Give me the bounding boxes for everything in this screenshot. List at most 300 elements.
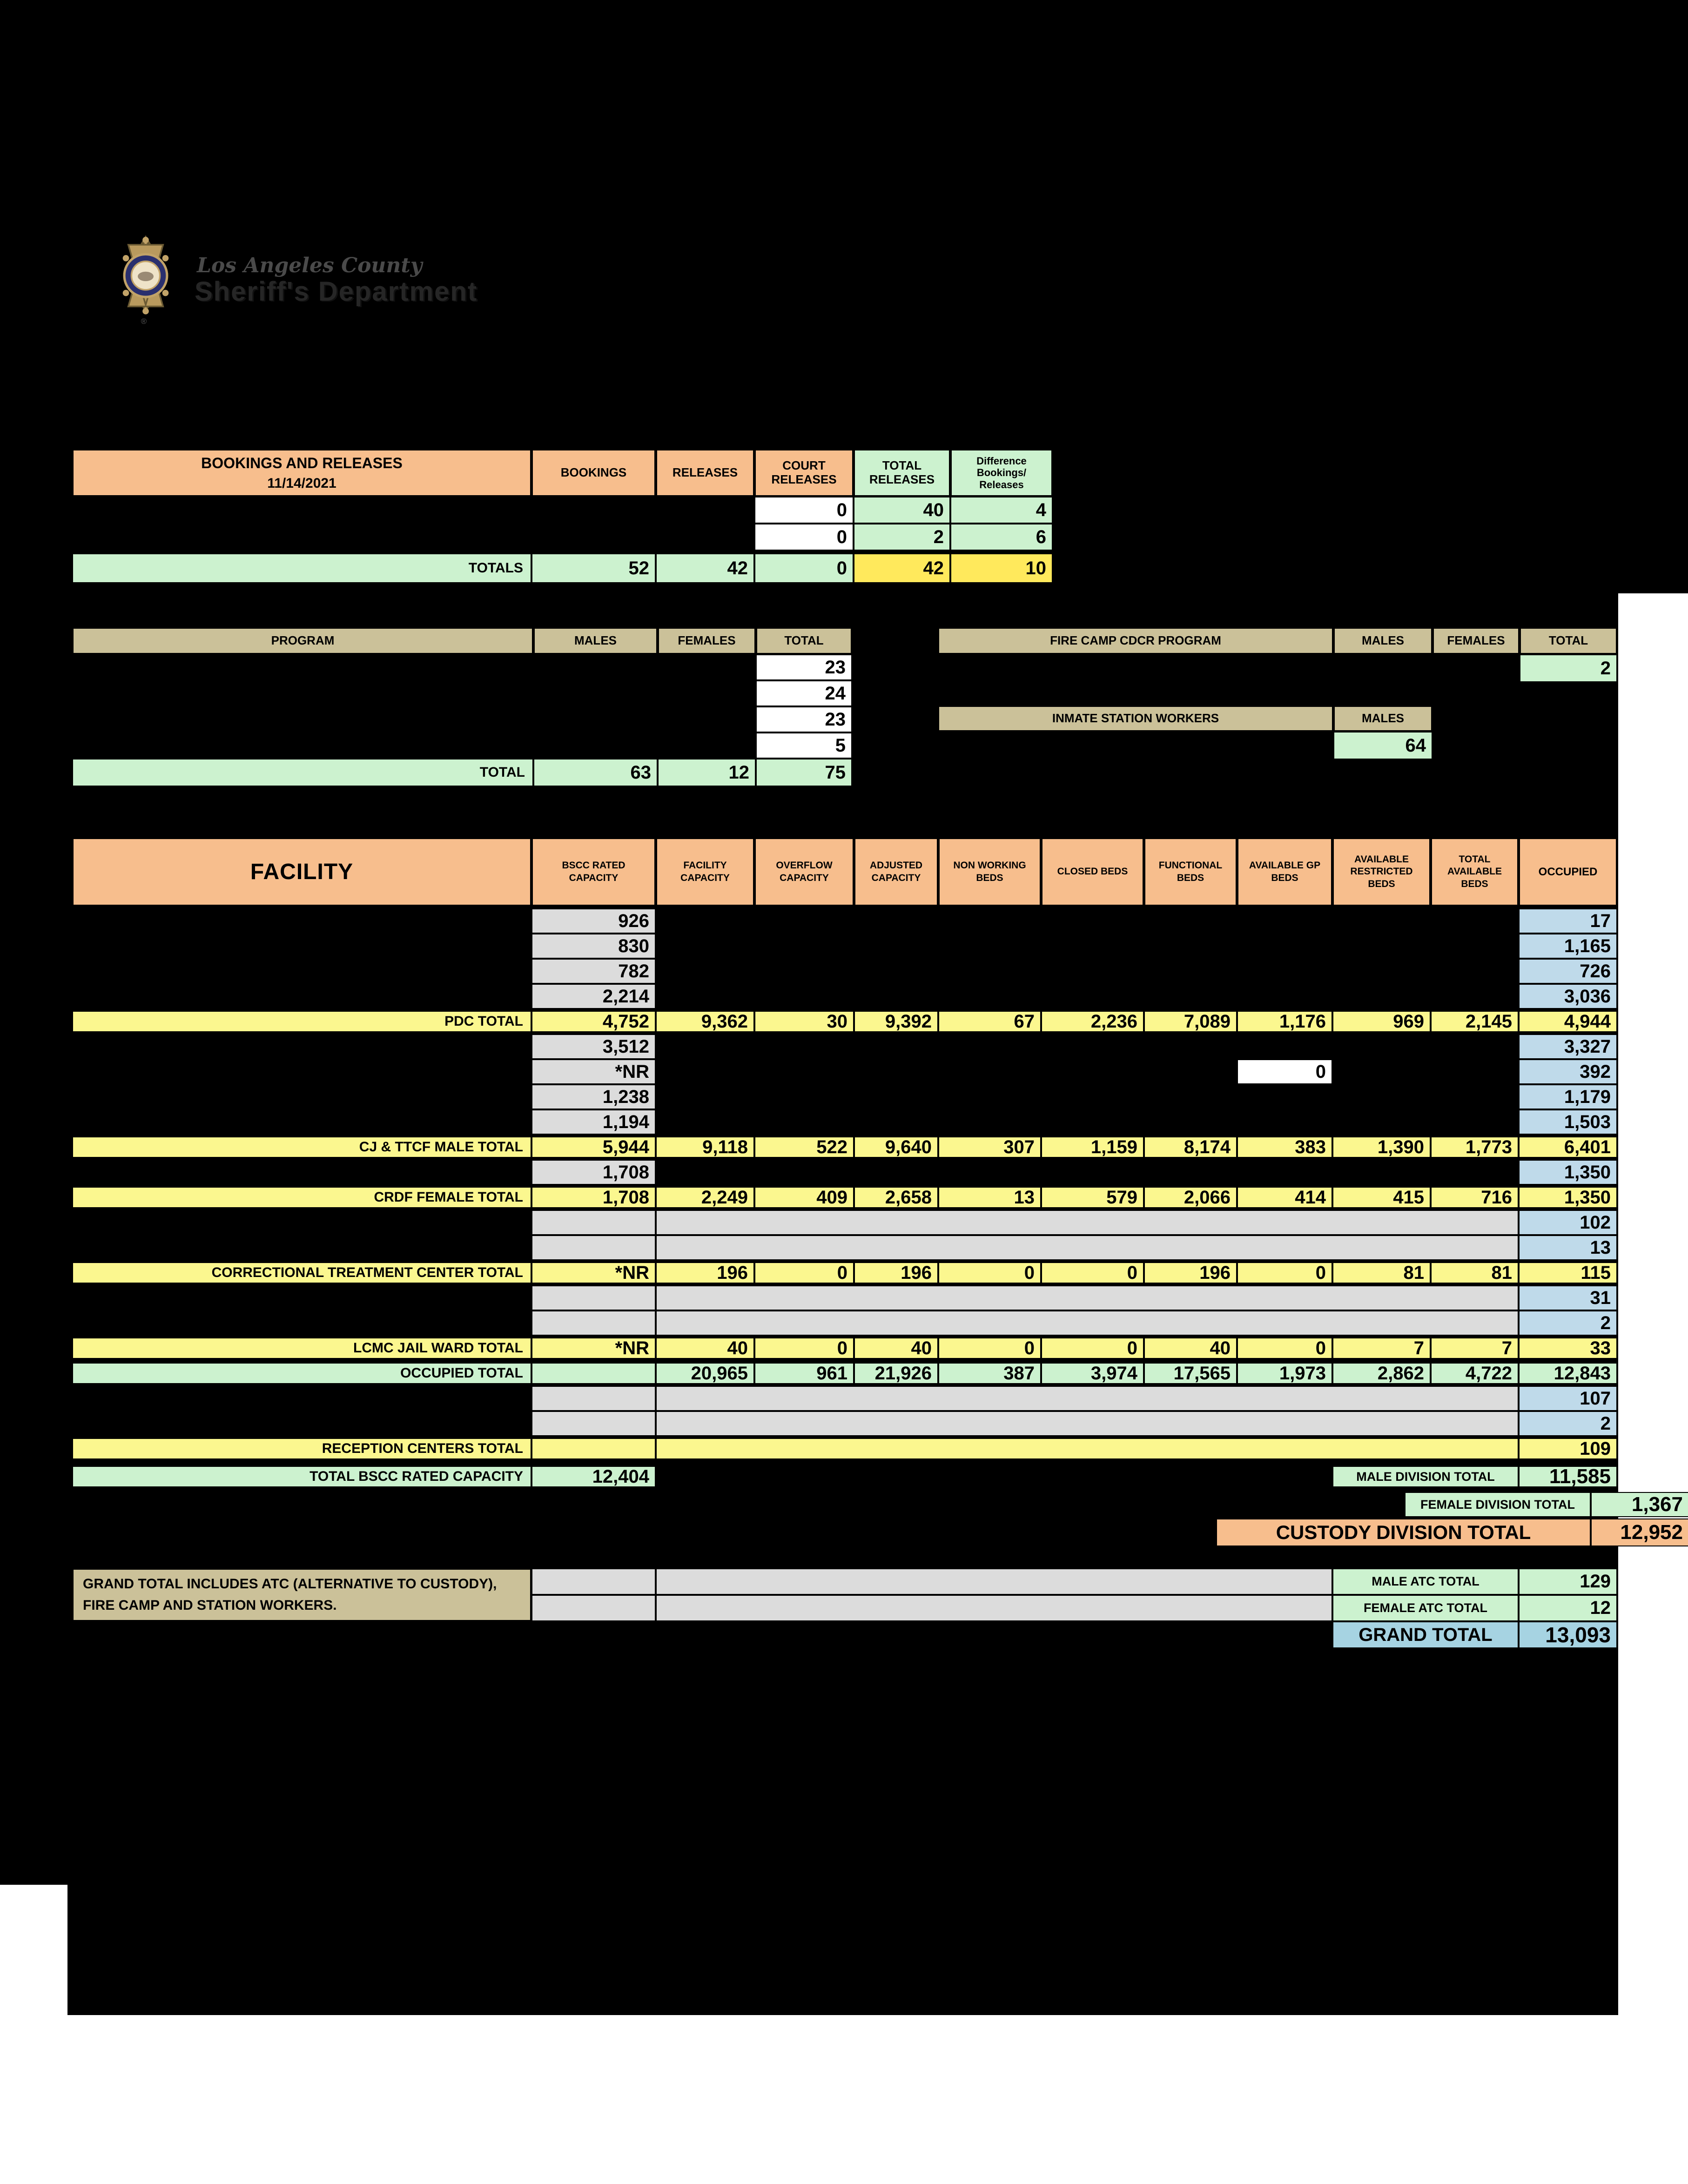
nw-cell-redacted: [938, 1109, 1041, 1135]
court-releases-cell: 0: [754, 497, 854, 524]
tav-cell: 2,145: [1431, 1011, 1519, 1032]
col-header-available-restricted-beds: AVAILABLE RESTRICTED BEDS: [1332, 838, 1431, 906]
facility-label-redacted: [72, 934, 531, 959]
fn-cell-redacted: [1144, 959, 1237, 984]
facility-row-yellow: [72, 1336, 1617, 1361]
occupied-cell: 1,350: [1519, 1160, 1617, 1185]
gp-cell-redacted: [1237, 1160, 1332, 1185]
nw-cell-redacted: [938, 934, 1041, 959]
fc-cell-redacted: [656, 1160, 754, 1185]
bookings-row: [72, 497, 1053, 524]
facility-total-label: LCMC JAIL WARD TOTAL: [72, 1337, 531, 1359]
grand-total-value: 13,093: [1519, 1621, 1617, 1648]
cl-cell: 0: [1041, 1337, 1144, 1359]
res-cell: 415: [1332, 1187, 1431, 1208]
redacted-gray-cell: [656, 1595, 1332, 1621]
col-header-available-gp-beds: AVAILABLE GP BEDS: [1237, 838, 1332, 906]
facility-label-redacted: [72, 1310, 531, 1336]
gp-cell: 1,973: [1237, 1363, 1332, 1384]
res-cell: 2,862: [1332, 1363, 1431, 1384]
tav-cell: 7: [1431, 1337, 1519, 1359]
occupied-cell: 33: [1519, 1337, 1617, 1359]
bscc-rated-capacity-cell: [531, 1285, 656, 1310]
adj-cell: 2,658: [854, 1187, 938, 1208]
logo-county-text: Los Angeles County: [197, 254, 423, 277]
fc-cell: 9,362: [656, 1011, 754, 1032]
adj-cell: 9,392: [854, 1011, 938, 1032]
facility-label-redacted: [72, 1285, 531, 1310]
facility-label-redacted: [72, 1109, 531, 1135]
adj-cell-redacted: [854, 934, 938, 959]
bscc-rated-capacity-cell: 5,944: [531, 1136, 656, 1158]
redacted-cell: [72, 680, 756, 706]
facility-total-label: CRDF FEMALE TOTAL: [72, 1187, 531, 1208]
facility-row-plain: [72, 984, 1617, 1009]
sheriff-badge-icon: [106, 235, 185, 330]
of-cell-redacted: [754, 1160, 854, 1185]
bscc-rated-capacity-cell: 1,194: [531, 1109, 656, 1135]
male-atc-value: 129: [1519, 1568, 1617, 1595]
bscc-rated-capacity-cell: [531, 1210, 656, 1235]
occupied-cell: 6,401: [1519, 1136, 1617, 1158]
bscc-rated-capacity-cell: *NR: [531, 1059, 656, 1084]
occupied-cell: 102: [1519, 1210, 1617, 1235]
fn-cell-redacted: [1144, 1034, 1237, 1059]
fn-cell-redacted: [1144, 908, 1237, 934]
redacted-gray-cell: [656, 1568, 1332, 1595]
nw-cell: 387: [938, 1363, 1041, 1384]
male-atc-row: [531, 1568, 1617, 1595]
fn-cell-redacted: [1144, 1059, 1237, 1084]
nw-cell: 0: [938, 1262, 1041, 1284]
bscc-rated-capacity-cell: 1,708: [531, 1187, 656, 1208]
of-cell: 0: [754, 1337, 854, 1359]
res-cell: 969: [1332, 1011, 1431, 1032]
male-division-label: MALE DIVISION TOTAL: [1332, 1466, 1519, 1487]
program-total-total: 75: [756, 759, 852, 786]
program-total-males: 63: [533, 759, 658, 786]
bscc-rated-capacity-cell: 1,708: [531, 1160, 656, 1185]
male-division-value: 11,585: [1519, 1466, 1617, 1487]
occupied-cell: 1,165: [1519, 934, 1617, 959]
program-row: [72, 680, 852, 706]
totals-bookings: 52: [531, 553, 656, 583]
program-total-cell: 24: [756, 680, 852, 706]
col-header-overflow-capacity: OVERFLOW CAPACITY: [754, 838, 854, 906]
reception-yellow-band: [656, 1438, 1519, 1459]
res-cell-redacted: [1332, 984, 1431, 1009]
bookings-releases-table: [72, 449, 1053, 583]
res-cell: 7: [1332, 1337, 1431, 1359]
station-workers-table: [938, 706, 1432, 759]
of-cell-redacted: [754, 959, 854, 984]
tav-cell-redacted: [1431, 1059, 1519, 1084]
col-header-bookings: BOOKINGS: [531, 449, 656, 497]
cl-cell-redacted: [1041, 984, 1144, 1009]
cl-cell-redacted: [1041, 1059, 1144, 1084]
facility-label-redacted: [72, 1210, 531, 1235]
adj-cell-redacted: [854, 1160, 938, 1185]
gp-cell-redacted: [1237, 908, 1332, 934]
redacted-cell: [938, 654, 1520, 682]
fn-cell-redacted: [1144, 934, 1237, 959]
grand-total-row: [1332, 1621, 1617, 1648]
nw-cell-redacted: [938, 984, 1041, 1009]
occupied-cell: 3,036: [1519, 984, 1617, 1009]
nw-cell: 0: [938, 1337, 1041, 1359]
fire-camp-table: [938, 627, 1617, 682]
occupied-cell: 3,327: [1519, 1034, 1617, 1059]
occupied-cell: 392: [1519, 1059, 1617, 1084]
gp-cell: 383: [1237, 1136, 1332, 1158]
fc-cell-redacted: [656, 959, 754, 984]
facility-row-grayband: [72, 1310, 1617, 1336]
fc-cell-redacted: [656, 984, 754, 1009]
available-gp-beds-cell: 0: [1237, 1059, 1332, 1084]
fn-cell-redacted: [1144, 1084, 1237, 1109]
fc-cell-redacted: [656, 934, 754, 959]
facility-header-row: [72, 838, 1617, 908]
res-cell: 81: [1332, 1262, 1431, 1284]
female-division-row: [1405, 1492, 1688, 1517]
facility-table: [72, 838, 1617, 1489]
program-total-cell: 23: [756, 654, 852, 680]
logo-department-text: Sheriff's Department: [195, 276, 478, 307]
col-header-facility-capacity: FACILITY CAPACITY: [656, 838, 754, 906]
facility-row-yellow: [72, 1185, 1617, 1210]
female-atc-row: [531, 1595, 1617, 1621]
tav-cell: 716: [1431, 1187, 1519, 1208]
of-cell: 30: [754, 1011, 854, 1032]
facility-row-plain: [72, 959, 1617, 984]
registered-mark: ®: [141, 316, 147, 326]
fn-cell: 196: [1144, 1262, 1237, 1284]
facility-label-redacted: [72, 1034, 531, 1059]
nw-cell-redacted: [938, 1059, 1041, 1084]
facility-title-cell: FACILITY: [72, 838, 531, 906]
adj-cell-redacted: [854, 1084, 938, 1109]
of-cell: 961: [754, 1363, 854, 1384]
occupied-cell: 115: [1519, 1262, 1617, 1284]
col-header-males: MALES: [533, 627, 658, 654]
redacted-gray-cell: [531, 1568, 656, 1595]
gp-cell: 414: [1237, 1187, 1332, 1208]
col-header-total: TOTAL: [756, 627, 852, 654]
col-header-females: FEMALES: [658, 627, 756, 654]
facility-row-plain: [72, 1084, 1617, 1109]
cl-cell: 579: [1041, 1187, 1144, 1208]
res-cell-redacted: [1332, 1084, 1431, 1109]
facility-row-grayband: [72, 1235, 1617, 1260]
redacted-gray-band: [656, 1235, 1519, 1260]
bookings-title: BOOKINGS AND RELEASES: [201, 454, 403, 471]
occupied-cell: 726: [1519, 959, 1617, 984]
redacted-cell: [72, 732, 756, 759]
custody-division-value: 12,952: [1591, 1519, 1688, 1546]
redacted-cell: [72, 706, 756, 732]
fire-camp-title: FIRE CAMP CDCR PROGRAM: [938, 627, 1333, 654]
cl-cell-redacted: [1041, 1034, 1144, 1059]
gp-cell: 0: [1237, 1262, 1332, 1284]
facility-row-plain: [72, 1160, 1617, 1185]
facility-row-yellow: [72, 1260, 1617, 1285]
station-workers-males-cell: 64: [1333, 732, 1432, 759]
station-workers-title: INMATE STATION WORKERS: [938, 706, 1333, 732]
col-header-males: MALES: [1333, 706, 1432, 732]
tav-cell-redacted: [1431, 1109, 1519, 1135]
gp-cell-redacted: [1237, 1034, 1332, 1059]
gp-cell-redacted: [1237, 1084, 1332, 1109]
redacted-cell: [72, 497, 754, 524]
page-margin-right: [1618, 593, 1688, 2184]
col-header-bscc-rated-capacity: BSCC RATED CAPACITY: [531, 838, 656, 906]
facility-row-plain: [72, 1034, 1617, 1059]
program-total-cell: 23: [756, 706, 852, 732]
occupied-cell: 2: [1519, 1310, 1617, 1336]
of-cell-redacted: [754, 1109, 854, 1135]
redacted-cell: [938, 732, 1333, 759]
cl-cell-redacted: [1041, 1109, 1144, 1135]
fn-cell: 7,089: [1144, 1011, 1237, 1032]
cl-cell-redacted: [1041, 959, 1144, 984]
redacted-cell: [72, 654, 756, 680]
totals-court: 0: [754, 553, 854, 583]
res-cell-redacted: [1332, 1109, 1431, 1135]
nw-cell-redacted: [938, 959, 1041, 984]
bscc-rated-capacity-cell: 4,752: [531, 1011, 656, 1032]
col-header-functional-beds: FUNCTIONAL BEDS: [1144, 838, 1237, 906]
facility-row-plain: [72, 1109, 1617, 1135]
program-header-row: [72, 627, 852, 654]
nw-cell: 307: [938, 1136, 1041, 1158]
res-cell: 1,390: [1332, 1136, 1431, 1158]
facility-label-redacted: [72, 1160, 531, 1185]
fn-cell-redacted: [1144, 1109, 1237, 1135]
gp-cell-redacted: [1237, 984, 1332, 1009]
program-total-cell: 5: [756, 732, 852, 759]
gp-cell: 0: [1237, 1337, 1332, 1359]
occupied-cell: 109: [1519, 1438, 1617, 1459]
fc-cell: 196: [656, 1262, 754, 1284]
of-cell: 0: [754, 1262, 854, 1284]
fn-cell-redacted: [1144, 1160, 1237, 1185]
fire-camp-row: [938, 654, 1617, 682]
facility-label-redacted: [72, 1084, 531, 1109]
totals-total-releases: 42: [854, 553, 950, 583]
bscc-rated-capacity-cell: 3,512: [531, 1034, 656, 1059]
facility-row-plain: [72, 934, 1617, 959]
col-header-total-available-beds: TOTAL AVAILABLE BEDS: [1431, 838, 1519, 906]
tav-cell: 4,722: [1431, 1363, 1519, 1384]
total-releases-cell: 40: [854, 497, 950, 524]
res-cell-redacted: [1332, 1160, 1431, 1185]
occupied-cell: 31: [1519, 1285, 1617, 1310]
fn-cell: 2,066: [1144, 1187, 1237, 1208]
program-row: [72, 706, 852, 732]
tav-cell: 81: [1431, 1262, 1519, 1284]
cl-cell-redacted: [1041, 1160, 1144, 1185]
res-cell-redacted: [1332, 908, 1431, 934]
totals-label: TOTALS: [72, 553, 531, 583]
fc-cell-redacted: [656, 1059, 754, 1084]
bscc-rated-capacity-cell: [531, 1386, 656, 1411]
occupied-cell: 1,350: [1519, 1187, 1617, 1208]
adj-cell: 196: [854, 1262, 938, 1284]
occupied-cell: 2: [1519, 1411, 1617, 1436]
grand-total-note: GRAND TOTAL INCLUDES ATC (ALTERNATIVE TO CUSTODY), FIRE CAMP AND STATION WORKERS.: [72, 1568, 531, 1621]
facility-row-plain: [72, 908, 1617, 934]
adj-cell: 40: [854, 1337, 938, 1359]
nw-cell-redacted: [938, 1034, 1041, 1059]
program-total-females: 12: [658, 759, 756, 786]
page-margin-left: [0, 1885, 67, 2184]
facility-label-redacted: [72, 1059, 531, 1084]
col-header-closed-beds: CLOSED BEDS: [1041, 838, 1144, 906]
bscc-rated-capacity-cell: 830: [531, 934, 656, 959]
court-releases-cell: 0: [754, 524, 854, 551]
fc-cell-redacted: [656, 1034, 754, 1059]
custody-division-label: CUSTODY DIVISION TOTAL: [1216, 1519, 1591, 1546]
female-division-value: 1,367: [1591, 1492, 1688, 1517]
tav-cell-redacted: [1431, 1160, 1519, 1185]
cl-cell: 0: [1041, 1262, 1144, 1284]
fc-cell-redacted: [656, 1109, 754, 1135]
col-header-non-working-beds: NON WORKING BEDS: [938, 838, 1041, 906]
adj-cell: 9,640: [854, 1136, 938, 1158]
of-cell-redacted: [754, 934, 854, 959]
redacted-gray-cell: [531, 1595, 656, 1621]
program-title: PROGRAM: [72, 627, 533, 654]
gp-cell: 1,176: [1237, 1011, 1332, 1032]
col-header-releases: RELEASES: [656, 449, 754, 497]
bscc-rated-capacity-cell: 1,238: [531, 1084, 656, 1109]
tav-cell-redacted: [1431, 908, 1519, 934]
redacted-spacer: [656, 1466, 1332, 1487]
total-bscc-label: TOTAL BSCC RATED CAPACITY: [72, 1466, 531, 1487]
facility-label-redacted: [72, 959, 531, 984]
custody-division-row: [1216, 1519, 1688, 1546]
of-cell-redacted: [754, 984, 854, 1009]
facility-row-yellow: [72, 1135, 1617, 1160]
bscc-rated-capacity-cell: 782: [531, 959, 656, 984]
female-atc-label: FEMALE ATC TOTAL: [1332, 1595, 1519, 1621]
facility-label-redacted: [72, 1235, 531, 1260]
col-header-males: MALES: [1333, 627, 1432, 654]
occupied-cell: 4,944: [1519, 1011, 1617, 1032]
tav-cell: 1,773: [1431, 1136, 1519, 1158]
adj-cell: 21,926: [854, 1363, 938, 1384]
adj-cell-redacted: [854, 1034, 938, 1059]
facility-row-green: [72, 1361, 1617, 1386]
station-workers-row: [938, 732, 1432, 759]
fc-cell: 2,249: [656, 1187, 754, 1208]
bscc-rated-capacity-cell: [531, 1438, 656, 1459]
facility-total-label: CJ & TTCF MALE TOTAL: [72, 1136, 531, 1158]
bscc-rated-capacity-cell: [531, 1310, 656, 1336]
tav-cell-redacted: [1431, 1034, 1519, 1059]
nw-cell: 67: [938, 1011, 1041, 1032]
facility-row-bscc_total: [72, 1464, 1617, 1489]
col-header-difference: Difference Bookings/ Releases: [950, 449, 1053, 497]
totals-difference: 10: [950, 553, 1053, 583]
gp-cell-redacted: [1237, 1109, 1332, 1135]
tav-cell-redacted: [1431, 984, 1519, 1009]
fc-cell-redacted: [656, 1084, 754, 1109]
occupied-cell: 107: [1519, 1386, 1617, 1411]
tav-cell-redacted: [1431, 934, 1519, 959]
of-cell-redacted: [754, 1084, 854, 1109]
facility-table-body: [72, 908, 1617, 1489]
female-atc-value: 12: [1519, 1595, 1617, 1621]
col-header-total-releases: TOTAL RELEASES: [854, 449, 950, 497]
nw-cell-redacted: [938, 1160, 1041, 1185]
program-total-label: TOTAL: [72, 759, 533, 786]
cl-cell-redacted: [1041, 908, 1144, 934]
facility-row-grayband: [72, 1285, 1617, 1310]
bookings-row: [72, 524, 1053, 551]
facility-label-redacted: [72, 1411, 531, 1436]
occupied-cell: 17: [1519, 908, 1617, 934]
nw-cell-redacted: [938, 908, 1041, 934]
redacted-gray-band: [656, 1210, 1519, 1235]
adj-cell-redacted: [854, 908, 938, 934]
res-cell-redacted: [1332, 934, 1431, 959]
difference-cell: 6: [950, 524, 1053, 551]
adj-cell-redacted: [854, 959, 938, 984]
program-row: [72, 654, 852, 680]
occupied-cell: 12,843: [1519, 1363, 1617, 1384]
reception-centers-label: RECEPTION CENTERS TOTAL: [72, 1438, 531, 1459]
facility-row-grayband: [72, 1386, 1617, 1411]
totals-releases: 42: [656, 553, 754, 583]
adj-cell-redacted: [854, 1059, 938, 1084]
cl-cell-redacted: [1041, 934, 1144, 959]
facility-row-plain: [72, 1059, 1617, 1084]
col-header-court-releases: COURT RELEASES: [754, 449, 854, 497]
redacted-gray-band: [656, 1310, 1519, 1336]
redacted-gray-band: [656, 1411, 1519, 1436]
tav-cell-redacted: [1431, 1084, 1519, 1109]
program-table: [72, 627, 852, 786]
res-cell-redacted: [1332, 1059, 1431, 1084]
col-header-occupied: OCCUPIED: [1519, 838, 1617, 906]
facility-label-redacted: [72, 908, 531, 934]
tav-cell-redacted: [1431, 959, 1519, 984]
bookings-title-cell: [72, 449, 531, 497]
facility-row-reception: [72, 1436, 1617, 1461]
of-cell-redacted: [754, 908, 854, 934]
fc-cell: 40: [656, 1337, 754, 1359]
of-cell: 522: [754, 1136, 854, 1158]
program-row: [72, 732, 852, 759]
fn-cell: 8,174: [1144, 1136, 1237, 1158]
redacted-gray-band: [656, 1285, 1519, 1310]
bookings-date: 11/14/2021: [267, 475, 336, 491]
col-header-females: FEMALES: [1432, 627, 1520, 654]
occupied-cell: 1,179: [1519, 1084, 1617, 1109]
facility-label-redacted: [72, 1386, 531, 1411]
page-margin-bottom: [0, 2015, 1688, 2184]
res-cell-redacted: [1332, 959, 1431, 984]
bookings-totals-row: [72, 553, 1053, 583]
fc-cell: 9,118: [656, 1136, 754, 1158]
redacted-cell: [72, 524, 754, 551]
occupied-total-label: OCCUPIED TOTAL: [72, 1363, 531, 1384]
col-header-adjusted-capacity: ADJUSTED CAPACITY: [854, 838, 938, 906]
occupied-cell: 13: [1519, 1235, 1617, 1260]
bookings-header-row: [72, 449, 1053, 497]
facility-label-redacted: [72, 984, 531, 1009]
